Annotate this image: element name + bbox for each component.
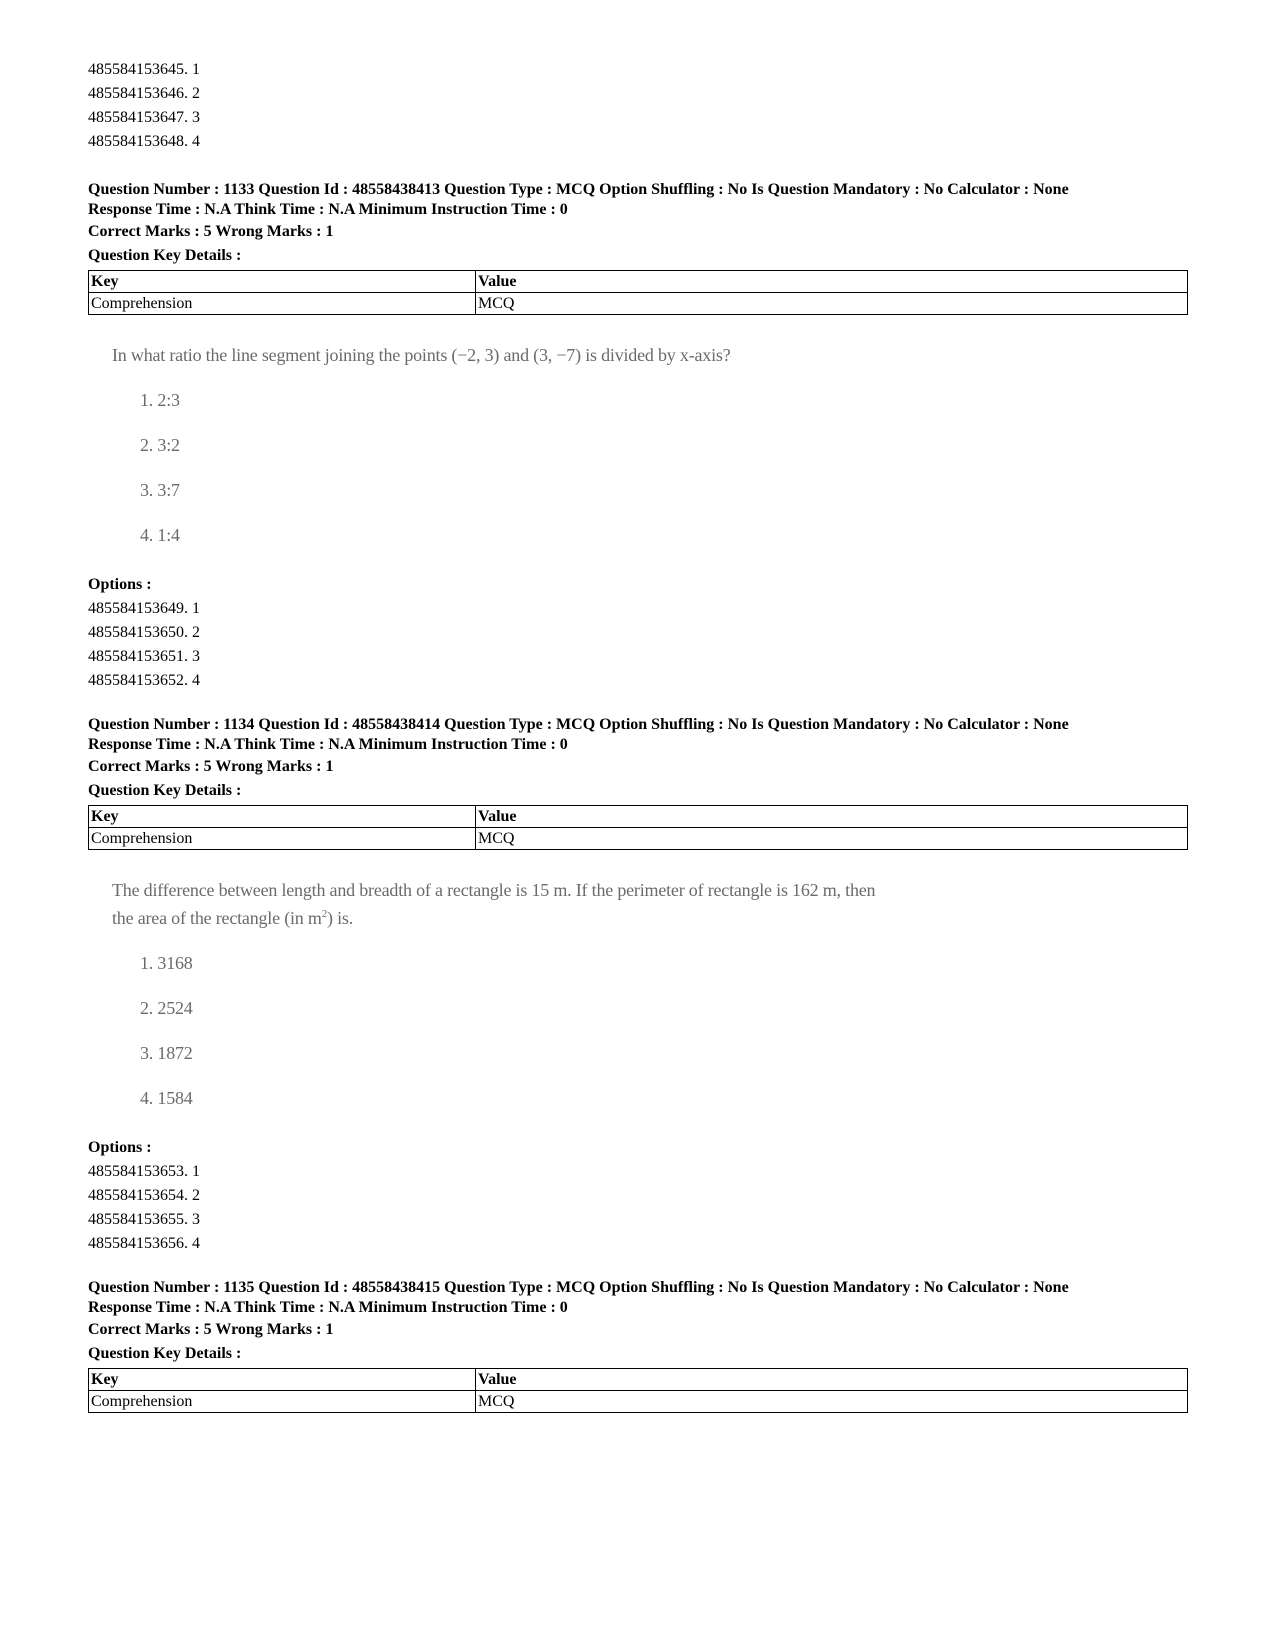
question-meta-line: Question Number : 1135 Question Id : 48558438415 Question Type : MCQ Option Shuffling : No Is Question Mandatory : No Calculator : None [88, 1279, 1069, 1296]
question-key-details-label: Question Key Details : [88, 782, 242, 799]
choice-item: 1. 2:3 [140, 390, 180, 410]
table-header-value: Value [476, 271, 1188, 293]
question-key-table [88, 1368, 1188, 1413]
table-row [89, 293, 1188, 315]
question-text-part: ) is. [327, 908, 354, 928]
question-key-table [88, 270, 1188, 315]
choice-item: 3. 1872 [140, 1043, 193, 1063]
question-marks: Correct Marks : 5 Wrong Marks : 1 [88, 758, 334, 775]
option-item: 485584153648. 4 [88, 133, 200, 150]
options-label: Options : [88, 576, 152, 593]
table-header-row [89, 1369, 1188, 1391]
question-meta-line: Question Number : 1133 Question Id : 48558438413 Question Type : MCQ Option Shuffling : No Is Question Mandatory : No Calculator : None [88, 181, 1069, 198]
question-image [112, 876, 1188, 1112]
table-header-value: Value [476, 806, 1188, 828]
option-item: 485584153651. 3 [88, 648, 200, 665]
table-header-value: Value [476, 1369, 1188, 1391]
option-item: 485584153652. 4 [88, 672, 200, 689]
table-cell-key: Comprehension [89, 828, 476, 850]
choice-item: 1. 3168 [140, 953, 193, 973]
question-timing-line: Response Time : N.A Think Time : N.A Minimum Instruction Time : 0 [88, 736, 568, 753]
table-header-row [89, 806, 1188, 828]
table-cell-value: MCQ [476, 293, 1188, 315]
table-header-key: Key [89, 271, 476, 293]
question-text: The difference between length and breadth of a rectangle is 15 m. If the perimeter of rectangle is 162 m, then [112, 880, 876, 900]
option-item: 485584153645. 1 [88, 61, 200, 78]
question-text: In what ratio the line segment joining the points (−2, 3) and (3, −7) is divided by x-axis? [112, 345, 731, 365]
option-item: 485584153656. 4 [88, 1235, 200, 1252]
option-item: 485584153655. 3 [88, 1211, 200, 1228]
table-header-key: Key [89, 1369, 476, 1391]
option-item: 485584153646. 2 [88, 85, 200, 102]
option-item: 485584153653. 1 [88, 1163, 200, 1180]
question-key-details-label: Question Key Details : [88, 1345, 242, 1362]
option-item: 485584153647. 3 [88, 109, 200, 126]
question-text-part: the area of the rectangle (in m [112, 908, 322, 928]
table-cell-value: MCQ [476, 828, 1188, 850]
question-marks: Correct Marks : 5 Wrong Marks : 1 [88, 223, 334, 240]
superscript: 2 [321, 908, 327, 920]
option-item: 485584153654. 2 [88, 1187, 200, 1204]
table-row [89, 828, 1188, 850]
question-image [112, 341, 1188, 549]
question-timing-line: Response Time : N.A Think Time : N.A Minimum Instruction Time : 0 [88, 201, 568, 218]
table-header-key: Key [89, 806, 476, 828]
question-marks: Correct Marks : 5 Wrong Marks : 1 [88, 1321, 334, 1338]
question-key-table [88, 805, 1188, 850]
document-page [88, 58, 1188, 1417]
table-cell-key: Comprehension [89, 293, 476, 315]
table-row [89, 1391, 1188, 1413]
table-cell-key: Comprehension [89, 1391, 476, 1413]
choice-item: 2. 3:2 [140, 435, 180, 455]
question-block-1134 [88, 715, 1188, 1256]
options-label: Options : [88, 1139, 152, 1156]
choice-item: 3. 3:7 [140, 480, 180, 500]
question-block-1135 [88, 1278, 1188, 1413]
previous-options-list [88, 58, 1188, 154]
question-meta-line: Question Number : 1134 Question Id : 48558438414 Question Type : MCQ Option Shuffling : No Is Question Mandatory : No Calculator : None [88, 716, 1069, 733]
choice-item: 4. 1:4 [140, 525, 180, 545]
table-cell-value: MCQ [476, 1391, 1188, 1413]
question-text-line-2 [112, 904, 1188, 932]
question-key-details-label: Question Key Details : [88, 247, 242, 264]
question-block-1133 [88, 180, 1188, 693]
option-item: 485584153649. 1 [88, 600, 200, 617]
option-item: 485584153650. 2 [88, 624, 200, 641]
choice-item: 2. 2524 [140, 998, 193, 1018]
table-header-row [89, 271, 1188, 293]
question-timing-line: Response Time : N.A Think Time : N.A Minimum Instruction Time : 0 [88, 1299, 568, 1316]
choice-item: 4. 1584 [140, 1088, 193, 1108]
